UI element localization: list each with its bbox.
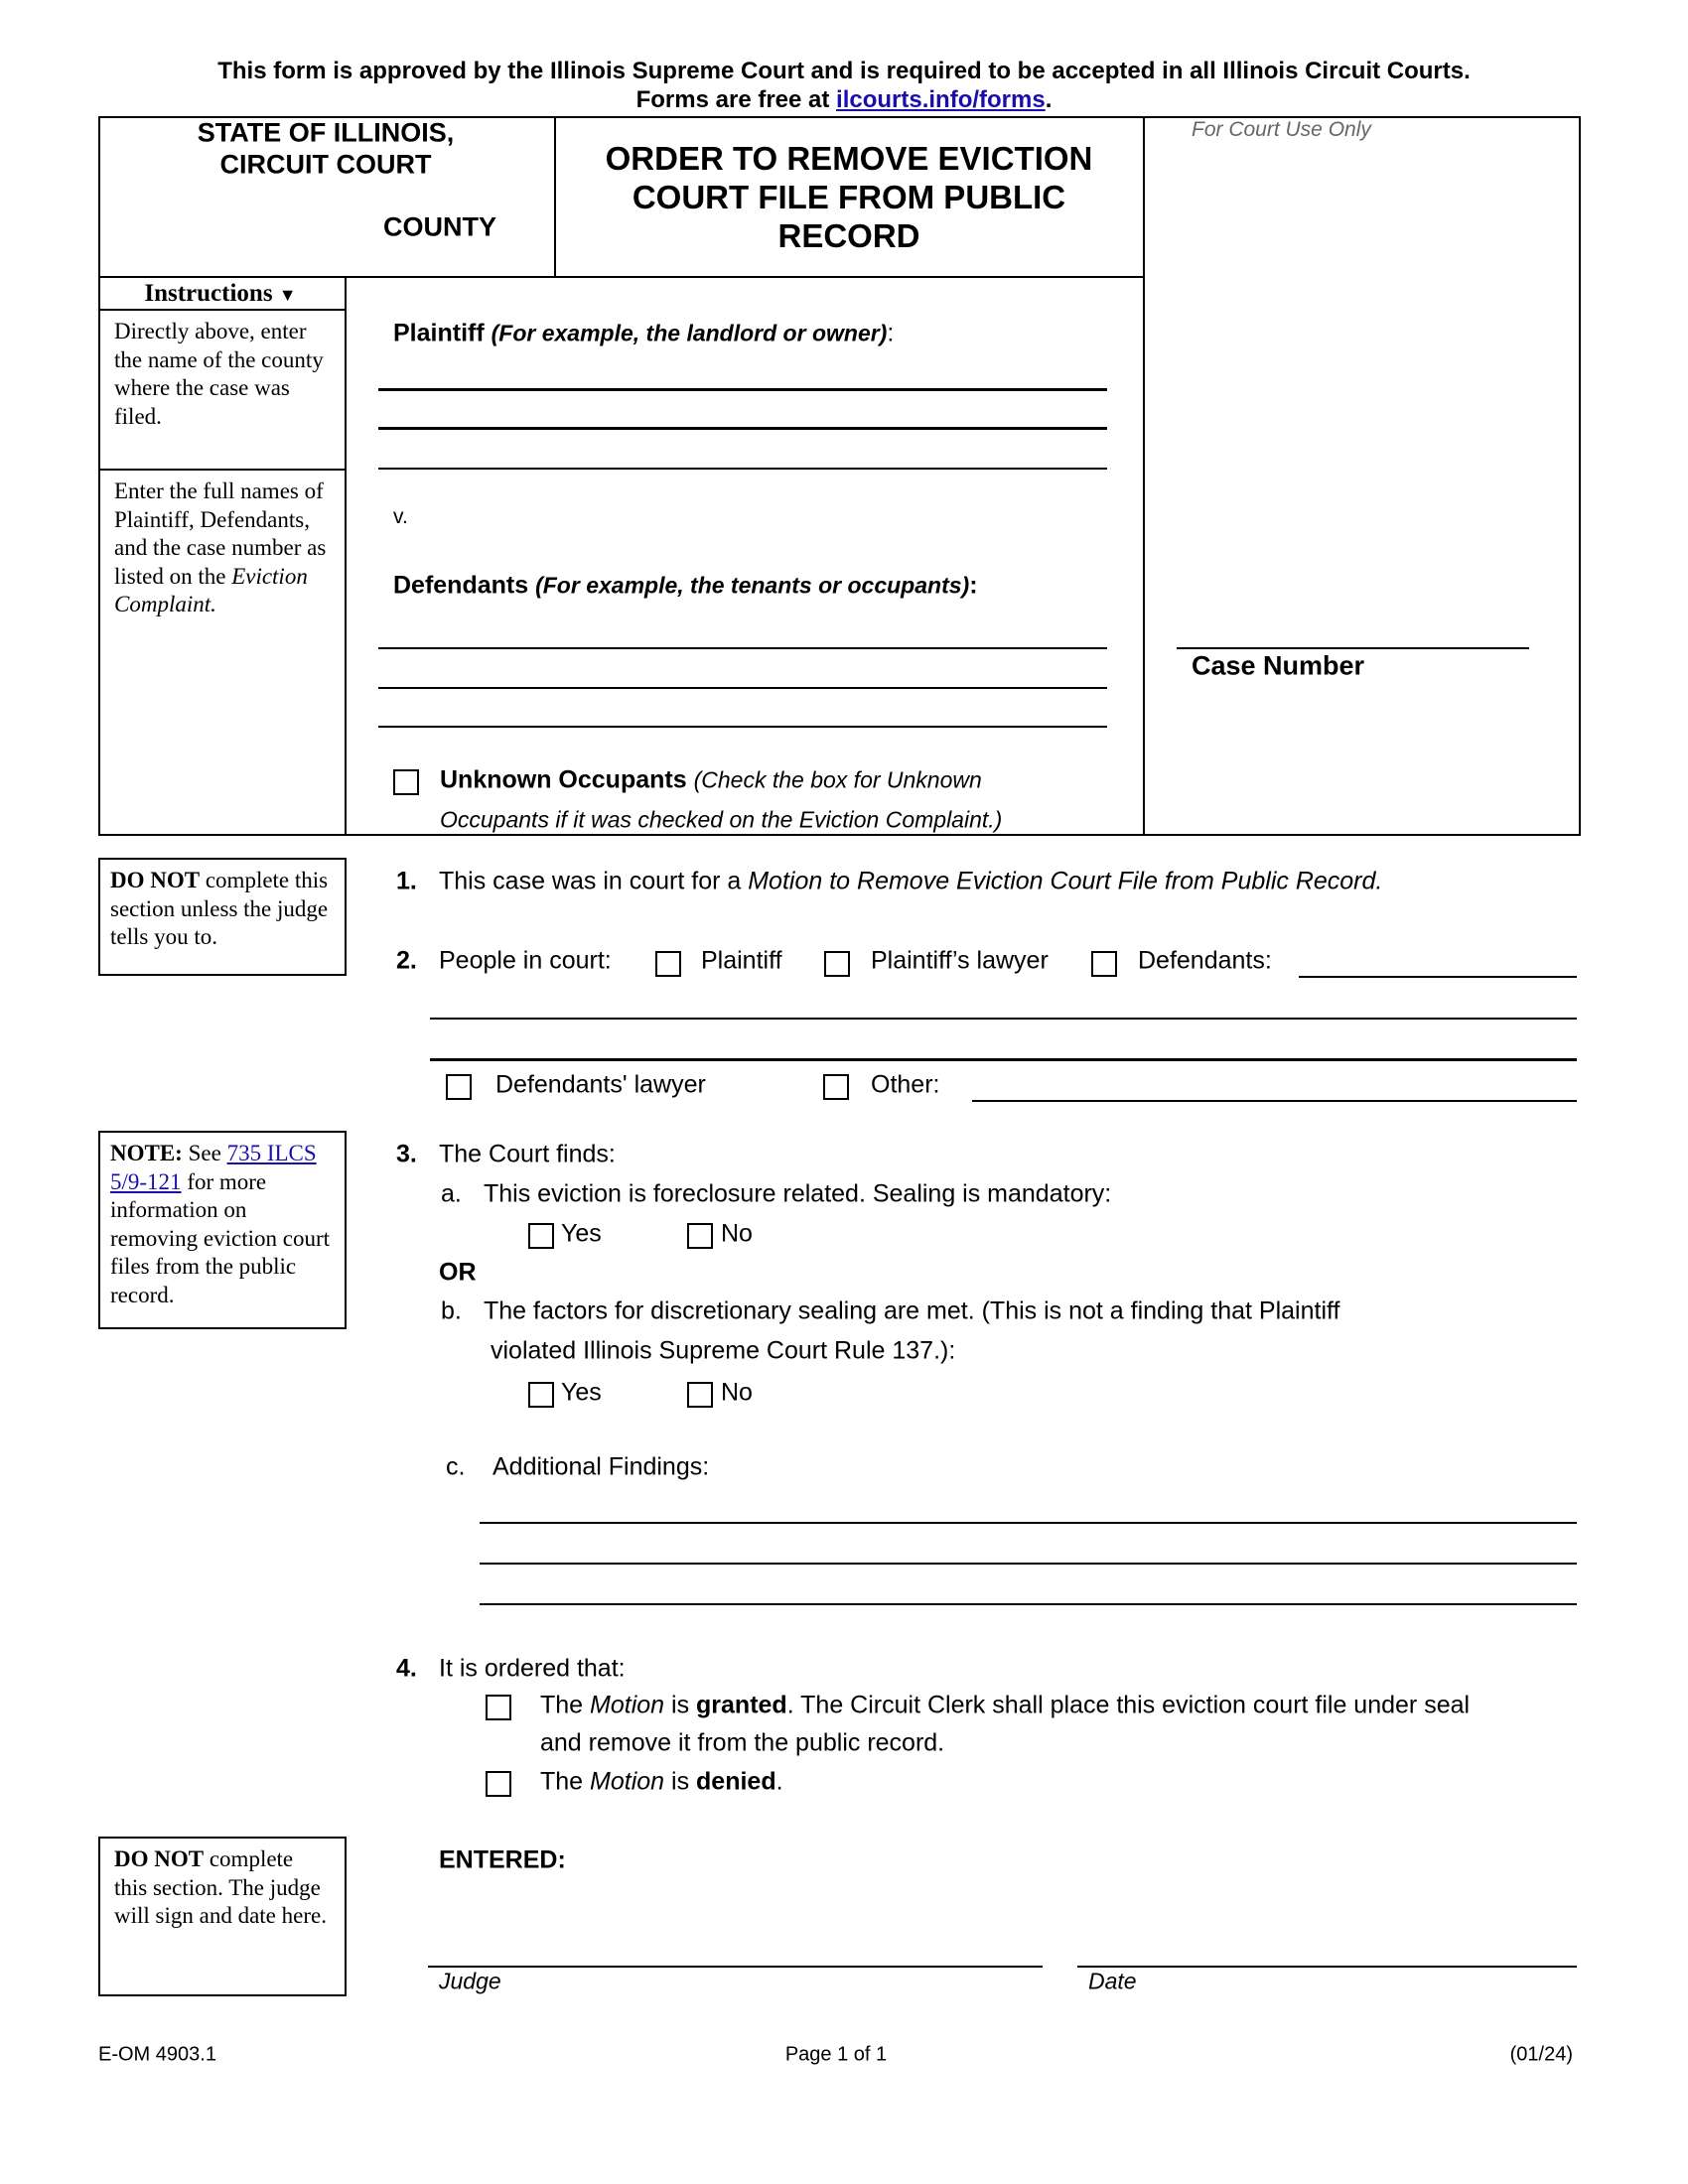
other-checkbox[interactable] [823,1074,849,1100]
item-1-text [439,868,1382,896]
defendants-present-line-3[interactable] [430,1058,1577,1061]
form-version: (01/24) [1509,2043,1573,2066]
defendants-present-label: Defendants: [1138,946,1272,975]
ilcs-link-section[interactable]: 5/9-121 [110,1168,182,1194]
case-number-line[interactable] [1177,647,1529,649]
finding-b-yes-label: Yes [561,1378,602,1407]
plaintiff-lawyer-label: Plaintiff’s lawyer [871,946,1049,975]
case-number-label: Case Number [1192,650,1365,681]
defendants-line-2[interactable] [378,687,1107,689]
note-bold: DO NOT [114,1846,205,1871]
plaintiff-hint: (For example, the landlord or owner) [491,320,888,346]
finding-a-yes-label: Yes [561,1219,602,1248]
colon: : [969,571,978,600]
instruction-names [114,478,335,619]
finding-b-text: The factors for discretionary sealing are met. (This is not a finding that Plaintiff [484,1297,1340,1325]
period: . [1045,86,1053,113]
findings-line-1[interactable] [480,1522,1577,1524]
text: The [540,1691,591,1719]
item-3-number: 3. [396,1140,417,1168]
item-3-text: The Court finds: [439,1140,616,1168]
unknown-occupants-checkbox[interactable] [393,769,419,795]
text: is [664,1767,697,1796]
divider [345,276,347,834]
side-note-judge-sign [98,1837,347,1996]
note-text: See [182,1141,227,1165]
finding-a-yes-checkbox[interactable] [528,1223,554,1249]
divider [554,116,556,276]
item-4-text: It is ordered that: [439,1654,626,1683]
defendants-present-line[interactable] [1299,976,1577,978]
defendants-line-1[interactable] [378,647,1107,649]
plaintiff-present-label: Plaintiff [701,946,782,975]
unknown-occupants-label [440,766,982,795]
court-use-label: For Court Use Only [1192,118,1371,141]
item-4-number: 4. [396,1654,417,1683]
divider [98,309,345,311]
instructions-label: Instructions [144,280,273,307]
plaintiff-line-2[interactable] [378,427,1107,430]
approval-notice: This form is approved by the Illinois Supreme Court and is required to be accepted in all Illinois Circuit Courts. [217,58,1471,84]
defendants-present-line-2[interactable] [430,1018,1577,1020]
unknown-text: Unknown Occupants [440,765,687,794]
motion-granted-checkbox[interactable] [486,1695,511,1720]
plaintiff-label [393,320,894,348]
side-note-ilcs [98,1131,347,1329]
text: . The Circuit Clerk shall place this eviction court file under seal [786,1691,1471,1719]
findings-line-3[interactable] [480,1603,1577,1605]
item-2-text: People in court: [439,946,612,975]
ilcs-link[interactable]: 735 ILCS [226,1141,317,1165]
state-label: STATE OF ILLINOIS, [197,117,455,148]
county-label: COUNTY [383,211,496,242]
divider [98,276,1143,278]
date-line[interactable] [1077,1966,1577,1968]
page-number: Page 1 of 1 [784,2043,888,2066]
text: This case was in court for a [439,867,749,895]
finding-b-text-2: violated Illinois Supreme Court Rule 137.): [491,1336,956,1365]
motion-title: Motion to Remove Eviction Court File from Public Record. [748,867,1383,895]
triangle-down-icon: ▼ [278,285,297,305]
unknown-hint: (Check the box for Unknown [693,766,982,793]
motion-denied-checkbox[interactable] [486,1771,511,1797]
unknown-hint-2: Occupants if it was checked on the Eviction Complaint.) [440,806,1003,833]
finding-a-label: a. [441,1179,462,1208]
text: The [540,1767,591,1796]
findings-line-2[interactable] [480,1563,1577,1565]
versus-label: v. [393,505,408,528]
finding-c-text: Additional Findings: [492,1452,710,1481]
entered-label: ENTERED: [439,1845,566,1874]
forms-link[interactable]: ilcourts.info/forms [836,86,1046,113]
finding-a-text: This eviction is foreclosure related. Sealing is mandatory: [484,1179,1112,1208]
defendants-label [393,572,978,601]
court-label: CIRCUIT COURT [219,149,432,180]
judge-label: Judge [439,1968,501,1994]
motion-word: Motion [590,1767,665,1796]
motion-granted-text-2: and remove it from the public record. [540,1728,945,1757]
finding-b-yes-checkbox[interactable] [528,1382,554,1408]
defendants-text: Defendants [393,571,529,600]
plaintiff-present-checkbox[interactable] [655,951,681,977]
instruction-text: Enter the full names of Plaintiff, Defendants, and the case number as listed on the [114,478,327,589]
defendants-line-3[interactable] [378,726,1107,728]
text: . [775,1767,783,1796]
text: is [664,1691,697,1719]
defendants-lawyer-checkbox[interactable] [446,1074,472,1100]
judge-signature-line[interactable] [428,1966,1043,1968]
item-2-number: 2. [396,946,417,975]
finding-b-no-checkbox[interactable] [687,1382,713,1408]
form-title: ORDER TO REMOVE EVICTION COURT FILE FROM PUBLIC RECORD [605,140,1093,254]
form-id: E-OM 4903.1 [98,2043,216,2066]
defendants-hint: (For example, the tenants or occupants) [535,572,970,599]
plaintiff-text: Plaintiff [393,319,485,347]
defendants-present-checkbox[interactable] [1091,951,1117,977]
plaintiff-line-1[interactable] [378,388,1107,391]
instructions-heading [144,280,296,308]
finding-b-label: b. [441,1297,462,1325]
divider [1143,116,1145,834]
plaintiff-lawyer-checkbox[interactable] [824,951,850,977]
motion-granted-text [540,1692,1470,1720]
other-label: Other: [871,1070,940,1099]
finding-b-no-label: No [721,1378,753,1407]
granted-word: granted [696,1691,787,1719]
forms-text: Forms are free at [635,86,837,113]
note-text: complete this section. The judge will sign and date here. [114,1846,327,1928]
other-line[interactable] [972,1100,1577,1102]
side-note-do-not-complete [98,858,347,976]
divider [98,469,345,471]
note-bold: DO NOT [110,868,201,892]
defendants-lawyer-label: Defendants' lawyer [495,1070,706,1099]
instruction-italic: Eviction Complaint. [114,563,308,616]
plaintiff-line-3[interactable] [378,468,1107,470]
finding-a-no-checkbox[interactable] [687,1223,713,1249]
motion-denied-text [540,1768,783,1797]
note-text: for more information on removing eviction court files from the public record. [110,1168,330,1307]
note-text: complete this section unless the judge tells you to. [110,868,329,949]
finding-a-no-label: No [721,1219,753,1248]
instruction-county: Directly above, enter the name of the county where the case was filed. [114,319,324,429]
finding-c-label: c. [446,1452,466,1481]
or-label: OR [439,1258,477,1287]
colon: : [887,319,895,347]
denied-word: denied [696,1767,776,1796]
item-1-number: 1. [396,867,417,895]
date-label: Date [1088,1968,1137,1994]
motion-word: Motion [590,1691,665,1719]
note-bold: NOTE: [110,1141,183,1165]
forms-notice [636,86,1053,114]
